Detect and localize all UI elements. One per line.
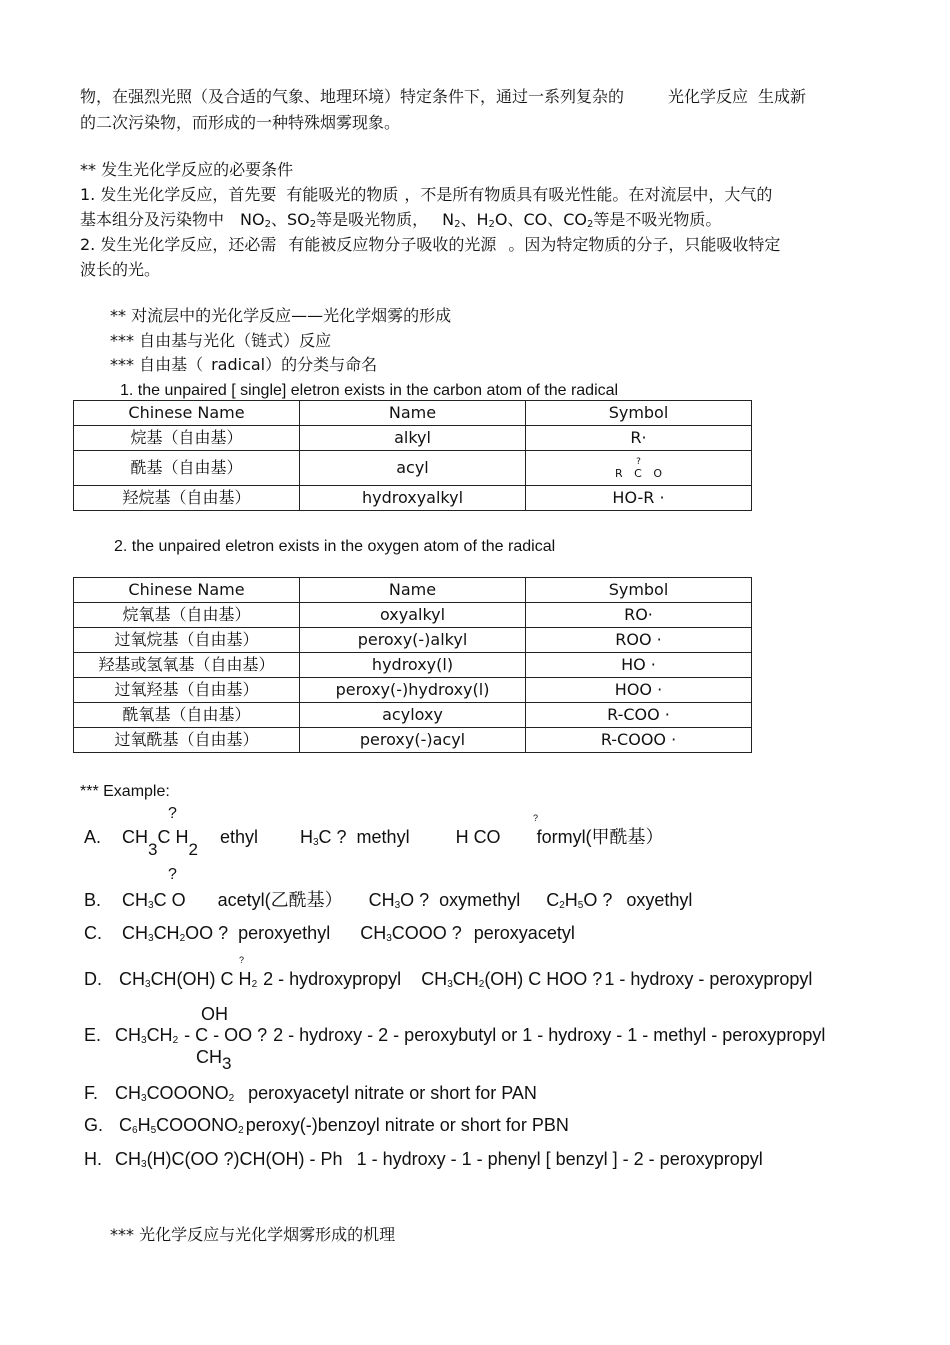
formula: CH bbox=[196, 1047, 222, 1067]
formula: COOONO bbox=[146, 1083, 229, 1103]
cell-chinese-name: 过氧酰基（自由基） bbox=[74, 728, 300, 753]
section-heading-2: *** 自由基与光化（链式）反应 bbox=[110, 331, 332, 350]
radical-name: peroxyacetyl bbox=[473, 923, 575, 943]
table-row bbox=[74, 426, 752, 451]
formula: H CO bbox=[455, 827, 501, 847]
table-row bbox=[74, 678, 752, 703]
cell-chinese-name: 羟基或氢氧基（自由基） bbox=[74, 653, 300, 678]
cell-name: hydroxyalkyl bbox=[300, 486, 526, 511]
text: 。因为特定物质的分子，只能吸收特定 bbox=[508, 235, 781, 254]
formula: (H)C(OO ?)CH(OH) - Ph bbox=[146, 1149, 343, 1169]
cell-symbol: HOO · bbox=[526, 678, 752, 703]
subscript: 2 bbox=[587, 219, 594, 230]
text: 等是吸光物质， bbox=[316, 210, 429, 229]
subscript: 2 bbox=[179, 933, 186, 944]
example-a bbox=[84, 826, 664, 859]
text: 、SO bbox=[270, 210, 310, 229]
cell-symbol: HO · bbox=[526, 653, 752, 678]
cell-chinese-name: 酰氧基（自由基） bbox=[74, 703, 300, 728]
subscript: 3 bbox=[141, 1093, 147, 1104]
header-cell: Name bbox=[300, 578, 526, 603]
formula: CH bbox=[360, 923, 387, 943]
cell-chinese-name: 过氧烷基（自由基） bbox=[74, 628, 300, 653]
radical-mark: ? bbox=[533, 813, 539, 823]
text: ，不是所有物质具有吸光性能。在对流层中，大气的 bbox=[404, 185, 773, 204]
formula: CH(OH) C H bbox=[150, 969, 252, 989]
intro-text: 生成新 bbox=[758, 87, 807, 106]
radical-name: acetyl(乙酰基） bbox=[217, 890, 343, 910]
header-cell: Symbol bbox=[526, 401, 752, 426]
cell-chinese-name: 羟烷基（自由基） bbox=[74, 486, 300, 511]
radical-name: peroxyethyl bbox=[238, 923, 331, 943]
radical-name: methyl bbox=[356, 827, 410, 847]
example-heading: *** Example: bbox=[80, 783, 170, 800]
text: NO bbox=[240, 210, 265, 229]
cell-symbol: R-COOO · bbox=[526, 728, 752, 753]
example-d bbox=[84, 968, 812, 990]
example-label: B. bbox=[84, 890, 102, 910]
text: ）的分类与命名 bbox=[265, 355, 378, 374]
cell-name: peroxy(-)alkyl bbox=[300, 628, 526, 653]
intro-text: 物，在强烈光照（及合适的气象、地理环境）特定条件下，通过一系列复杂的 bbox=[80, 87, 625, 106]
header-cell: Name bbox=[300, 401, 526, 426]
example-label: A. bbox=[84, 827, 102, 847]
methyl-group bbox=[196, 1046, 232, 1073]
subscript: 2 bbox=[251, 979, 258, 990]
example-label: E. bbox=[84, 1025, 102, 1045]
formula: (OH) C HOO ? bbox=[484, 969, 603, 989]
formula: C O bbox=[153, 890, 186, 910]
formula: O ? bbox=[400, 890, 430, 910]
cell-chinese-name: 烷基（自由基） bbox=[74, 426, 300, 451]
formula: CH bbox=[115, 1149, 141, 1169]
cell-name: peroxy(-)acyl bbox=[300, 728, 526, 753]
example-label: C. bbox=[84, 923, 102, 943]
radical-name: peroxyacetyl nitrate or short for PAN bbox=[248, 1083, 537, 1103]
cell-symbol: R-COO · bbox=[526, 703, 752, 728]
table-row bbox=[74, 728, 752, 753]
formula: COOONO bbox=[156, 1115, 239, 1135]
subscript: 3 bbox=[222, 1054, 232, 1073]
formula: C H bbox=[157, 827, 189, 847]
formula: CH bbox=[122, 890, 148, 910]
formula: O ? bbox=[583, 890, 613, 910]
radical-name: peroxy(-)benzoyl nitrate or short for PBN bbox=[245, 1115, 569, 1135]
subscript: 2 bbox=[559, 900, 565, 911]
table-1-caption: 1. the unpaired [ single] eletron exists in the carbon atom of the radical bbox=[120, 382, 619, 399]
subscript: 2 bbox=[454, 219, 461, 230]
text: 有能吸光的物质 bbox=[286, 185, 399, 204]
text: O、CO、CO bbox=[494, 210, 588, 229]
table-header-row bbox=[74, 578, 752, 603]
condition-2-line-2: 波长的光。 bbox=[80, 260, 161, 279]
example-g bbox=[84, 1114, 569, 1136]
table-row bbox=[74, 703, 752, 728]
cell-name: alkyl bbox=[300, 426, 526, 451]
radical-name: ethyl bbox=[219, 827, 258, 847]
radical-name: 2 - hydroxy - 2 - peroxybutyl or 1 - hydroxy - 1 - methyl - peroxypropyl bbox=[273, 1025, 826, 1045]
condition-2-line-1 bbox=[80, 232, 780, 257]
radical-name: formyl(甲酰基） bbox=[536, 827, 664, 847]
formula: OO ? bbox=[185, 923, 229, 943]
subscript: 3 bbox=[148, 840, 158, 859]
section-heading-3 bbox=[110, 352, 377, 377]
formula: C bbox=[546, 890, 560, 910]
text: 基本组分及污染物中 bbox=[80, 210, 225, 229]
radical-name: oxyethyl bbox=[626, 890, 693, 910]
subscript: 3 bbox=[386, 933, 392, 944]
subscript: 5 bbox=[577, 900, 584, 911]
formula: C ? bbox=[318, 827, 347, 847]
cell-name: acyloxy bbox=[300, 703, 526, 728]
intro-line-1 bbox=[80, 84, 806, 109]
acyl-symbol: R C O bbox=[615, 466, 662, 480]
formula: CH bbox=[122, 827, 148, 847]
formula: CH bbox=[122, 923, 148, 943]
formula: CH bbox=[115, 1083, 141, 1103]
formula: CH bbox=[368, 890, 395, 910]
text: 、H bbox=[460, 210, 489, 229]
radical-mark: ? bbox=[168, 866, 177, 883]
example-h bbox=[84, 1148, 763, 1170]
radical-name: 1 - hydroxy - peroxypropyl bbox=[604, 969, 813, 989]
text: N bbox=[442, 210, 455, 229]
formula: H bbox=[137, 1115, 151, 1135]
hydroxy-group: OH bbox=[201, 1004, 228, 1024]
condition-1-line-2 bbox=[80, 207, 721, 232]
table-row bbox=[74, 653, 752, 678]
cell-symbol bbox=[526, 451, 752, 486]
condition-1-line-1 bbox=[80, 182, 772, 207]
radical-name: oxymethyl bbox=[439, 890, 521, 910]
formula: H bbox=[564, 890, 578, 910]
example-f bbox=[84, 1082, 537, 1104]
text: 1. 发生光化学反应，首先要 bbox=[80, 185, 277, 204]
text: radical bbox=[211, 355, 266, 374]
subscript: 5 bbox=[150, 1125, 157, 1136]
carbon-radical-table bbox=[73, 400, 752, 511]
subscript: 3 bbox=[447, 979, 453, 990]
acyl-mark: ? bbox=[636, 456, 641, 467]
example-e bbox=[84, 1024, 825, 1046]
text: 2. 发生光化学反应，还必需 bbox=[80, 235, 277, 254]
header-cell: Chinese Name bbox=[74, 578, 300, 603]
oxygen-radical-table bbox=[73, 577, 752, 753]
mechanism-heading: *** 光化学反应与光化学烟雾形成的机理 bbox=[110, 1225, 396, 1244]
cell-symbol: RO· bbox=[526, 603, 752, 628]
formula: CH bbox=[119, 969, 145, 989]
subscript: 2 bbox=[488, 219, 495, 230]
subscript: 2 bbox=[238, 1125, 244, 1136]
cell-name: acyl bbox=[300, 451, 526, 486]
formula: - C - OO ? bbox=[184, 1025, 268, 1045]
subscript: 3 bbox=[145, 979, 151, 990]
subscript: 2 bbox=[478, 979, 485, 990]
table-row bbox=[74, 628, 752, 653]
example-label: H. bbox=[84, 1149, 102, 1169]
formula: COOO ? bbox=[391, 923, 462, 943]
subscript: 2 bbox=[309, 219, 317, 230]
subscript: 3 bbox=[148, 900, 154, 911]
cell-chinese-name: 酰基（自由基） bbox=[74, 451, 300, 486]
subscript: 3 bbox=[394, 900, 401, 911]
cell-symbol: R· bbox=[526, 426, 752, 451]
subscript: 3 bbox=[141, 1159, 147, 1170]
subscript: 3 bbox=[148, 933, 154, 944]
subscript: 2 bbox=[172, 1035, 179, 1046]
subscript: 2 bbox=[228, 1093, 235, 1104]
conditions-heading: ** 发生光化学反应的必要条件 bbox=[80, 160, 294, 179]
cell-symbol: ROO · bbox=[526, 628, 752, 653]
header-cell: Chinese Name bbox=[74, 401, 300, 426]
example-label: G. bbox=[84, 1115, 104, 1135]
radical-mark: ? bbox=[239, 955, 245, 965]
header-cell: Symbol bbox=[526, 578, 752, 603]
formula: CH bbox=[115, 1025, 141, 1045]
table-2-caption: 2. the unpaired eletron exists in the oxygen atom of the radical bbox=[114, 538, 556, 555]
cell-name: oxyalkyl bbox=[300, 603, 526, 628]
example-label: F. bbox=[84, 1083, 99, 1103]
table-header-row bbox=[74, 401, 752, 426]
example-c bbox=[84, 922, 575, 944]
radical-name: 2 - hydroxypropyl bbox=[263, 969, 402, 989]
table-row bbox=[74, 451, 752, 486]
formula: H bbox=[299, 827, 313, 847]
cell-name: hydroxy(l) bbox=[300, 653, 526, 678]
table-row bbox=[74, 603, 752, 628]
text: 有能被反应物分子吸收的光源 bbox=[288, 235, 497, 254]
formula: CH bbox=[146, 1025, 173, 1045]
example-label: D. bbox=[84, 969, 102, 989]
text: 等是不吸光物质。 bbox=[593, 210, 722, 229]
section-heading-1: ** 对流层中的光化学反应——光化学烟雾的形成 bbox=[110, 306, 452, 325]
formula: CH bbox=[421, 969, 448, 989]
subscript: 3 bbox=[312, 837, 319, 848]
cell-symbol: HO-R · bbox=[526, 486, 752, 511]
subscript: 3 bbox=[141, 1035, 147, 1046]
radical-name: 1 - hydroxy - 1 - phenyl [ benzyl ] - 2 - peroxypropyl bbox=[356, 1149, 763, 1169]
example-b bbox=[84, 889, 692, 911]
formula: CH bbox=[452, 969, 479, 989]
intro-line-2: 的二次污染物，而形成的一种特殊烟雾现象。 bbox=[80, 113, 401, 132]
table-row bbox=[74, 486, 752, 511]
subscript: 2 bbox=[188, 840, 198, 859]
cell-chinese-name: 过氧羟基（自由基） bbox=[74, 678, 300, 703]
text: *** 自由基（ bbox=[110, 355, 204, 374]
radical-mark: ? bbox=[168, 805, 177, 822]
cell-chinese-name: 烷氧基（自由基） bbox=[74, 603, 300, 628]
formula: C bbox=[119, 1115, 132, 1135]
subscript: 6 bbox=[132, 1125, 138, 1136]
intro-term: 光化学反应 bbox=[668, 87, 749, 106]
cell-name: peroxy(-)hydroxy(l) bbox=[300, 678, 526, 703]
subscript: 2 bbox=[264, 219, 271, 230]
formula: CH bbox=[153, 923, 180, 943]
